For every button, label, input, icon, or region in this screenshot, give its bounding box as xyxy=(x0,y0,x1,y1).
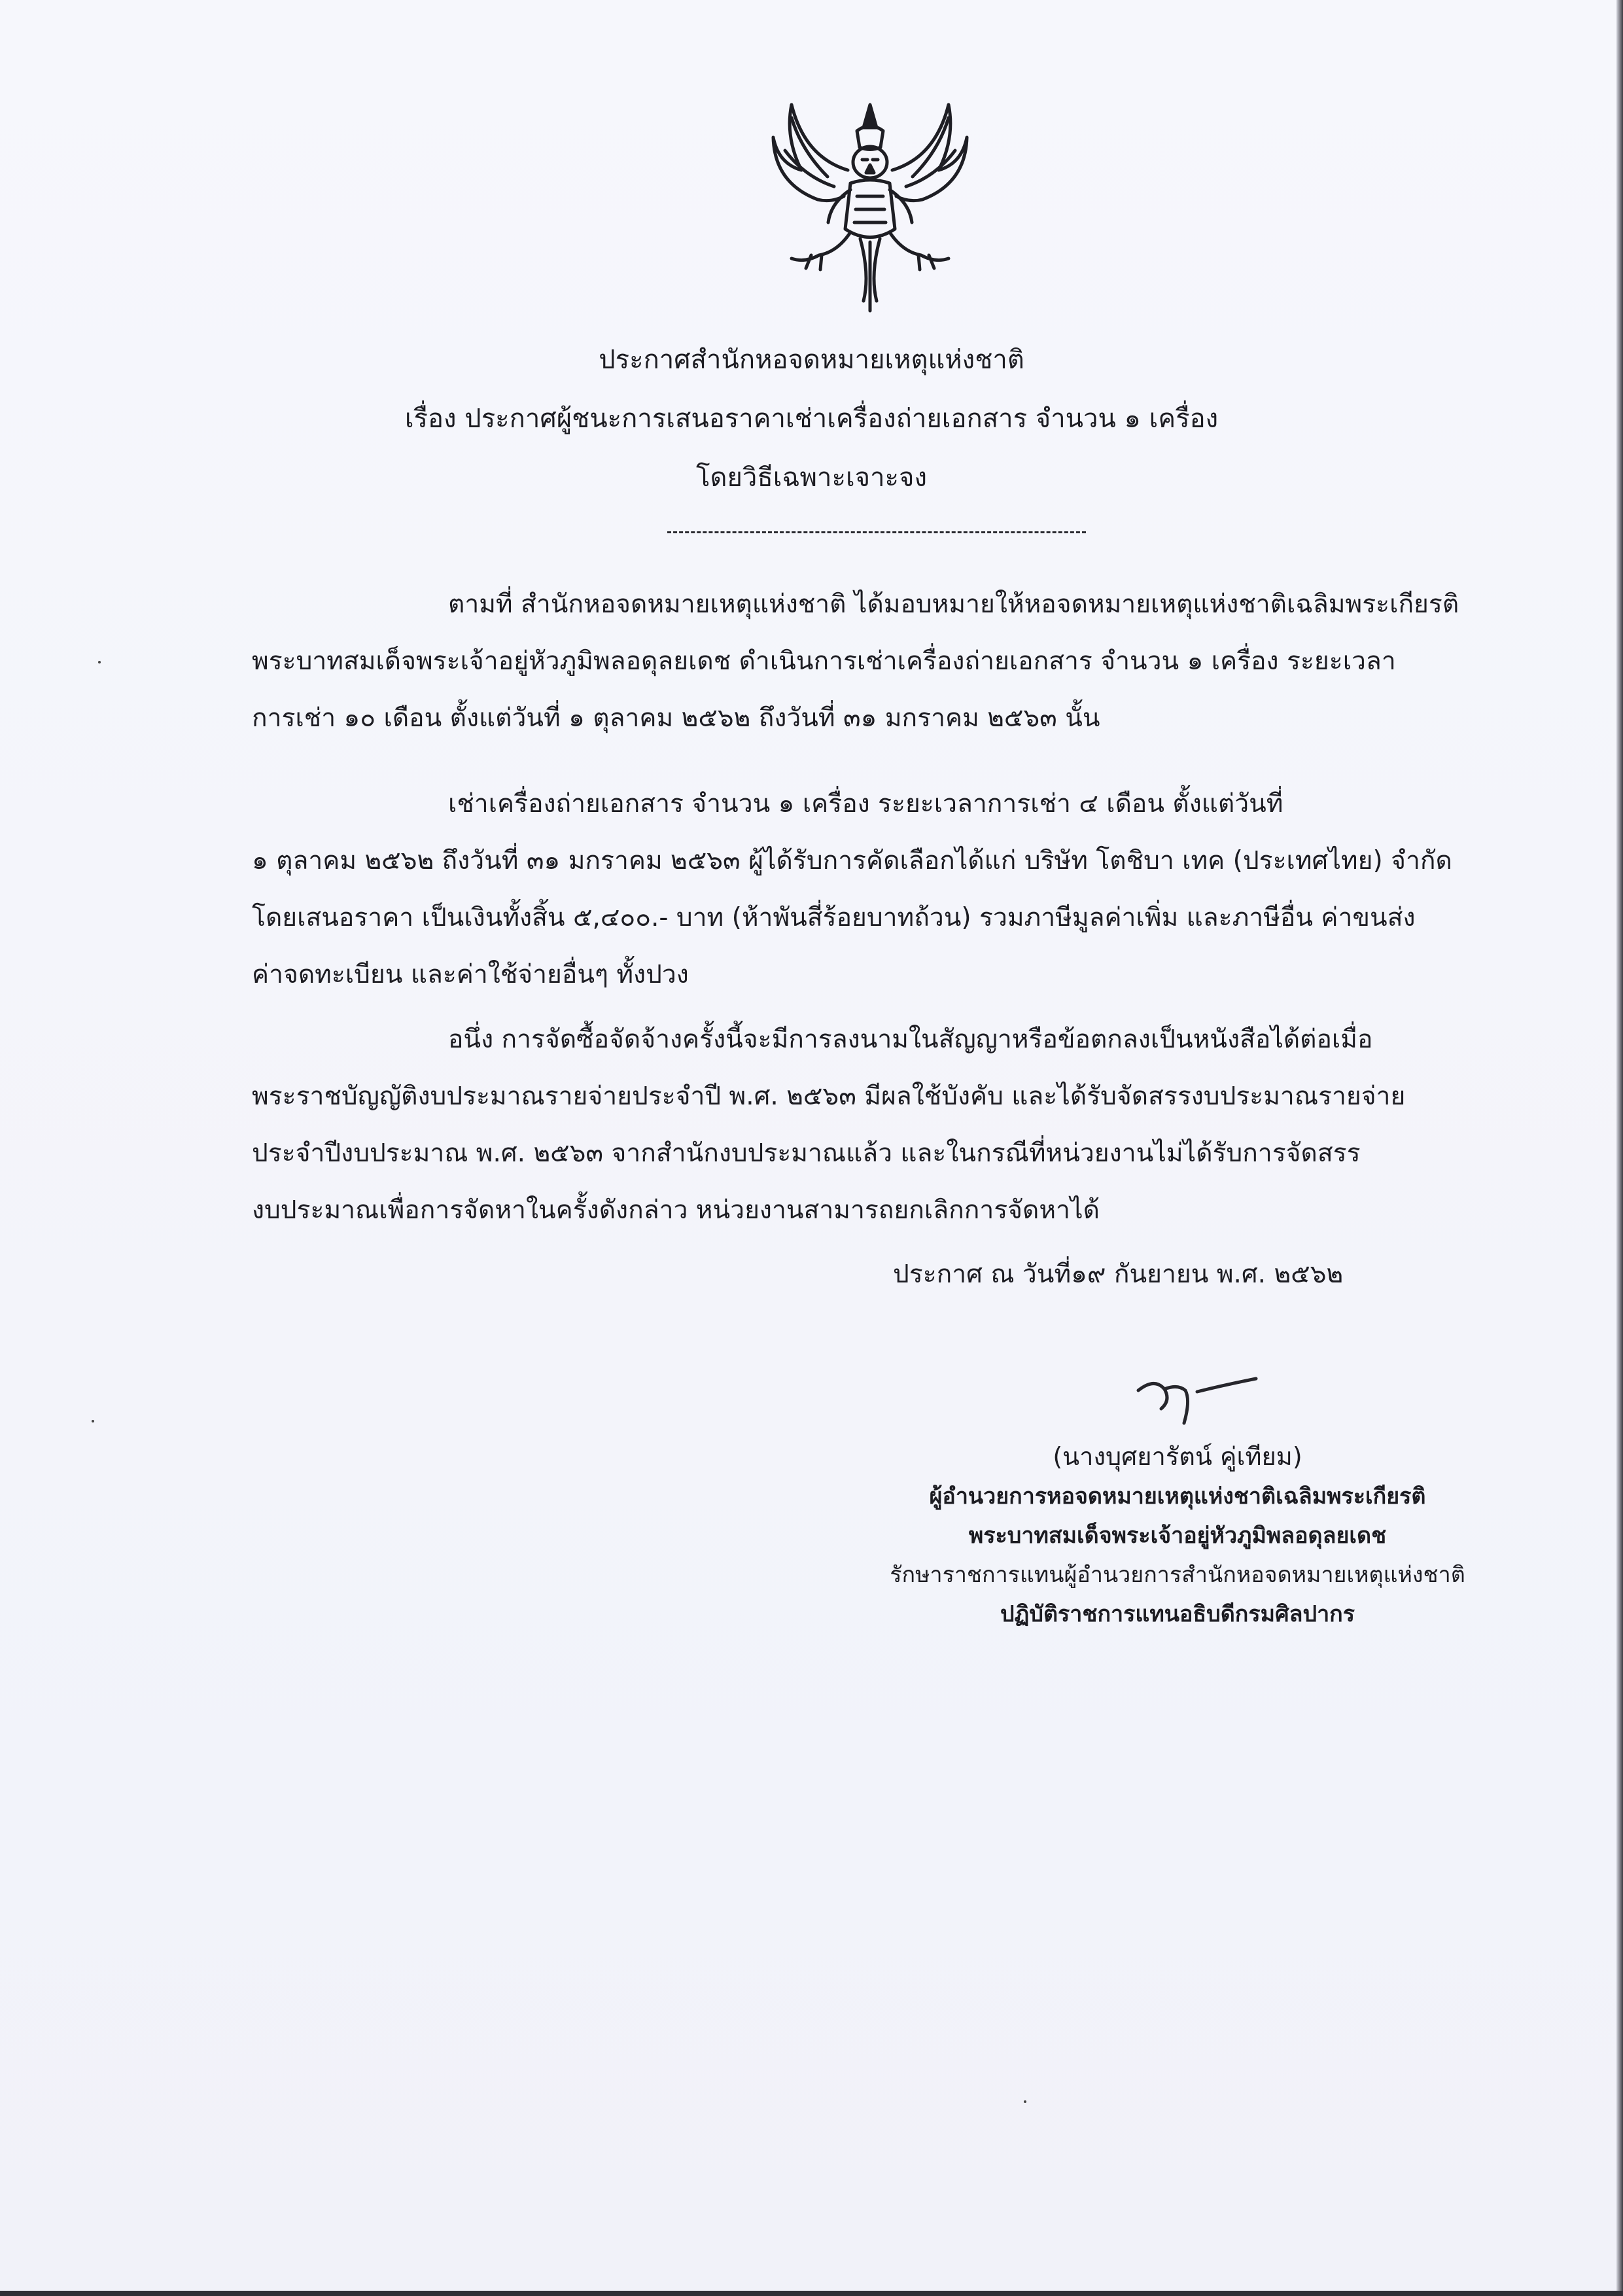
heading-divider xyxy=(667,531,1086,533)
paragraph-2 xyxy=(252,775,1482,1003)
paragraph-2-line-2: ๑ ตุลาคม ๒๕๖๒ ถึงวันที่ ๓๑ มกราคม ๒๕๖๓ ผู้ได้รับการคัดเลือกได้แก่ บริษัท โตชิบา เทค (ประเทศไทย) จำกัด xyxy=(252,846,1452,875)
signatory-title-line-1: ผู้อำนวยการหอจดหมายเหตุแห่งชาติเฉลิมพระเกียรติ xyxy=(929,1483,1426,1510)
scan-speck xyxy=(1024,2100,1026,2103)
paragraph-1-line-2: พระบาทสมเด็จพระเจ้าอยู่หัวภูมิพลอดุลยเดช ดำเนินการเช่าเครื่องถ่ายเอกสาร จำนวน ๑ เครื่อง ระยะเวลา xyxy=(252,646,1396,676)
signatory-title-line-2: พระบาทสมเด็จพระเจ้าอยู่หัวภูมิพลอดุลยเดช xyxy=(968,1523,1387,1549)
signature-block xyxy=(850,1436,1505,1634)
procurement-method: โดยวิธีเฉพาะเจาะจง xyxy=(695,463,928,493)
paragraph-3-line-4: งบประมาณเพื่อการจัดหาในครั้งดังกล่าว หน่วยงานสามารถยกเลิกการจัดหาได้ xyxy=(252,1195,1100,1225)
signatory-title-line-4: ปฏิบัติราชการแทนอธิบดีกรมศิลปากร xyxy=(1000,1601,1355,1627)
paragraph-3-line-3: ประจำปีงบประมาณ พ.ศ. ๒๕๖๓ จากสำนักงบประมาณแล้ว และในกรณีที่หน่วยงานไม่ได้รับการจัดสรร xyxy=(252,1139,1361,1168)
signatory-name: (นางบุศยารัตน์ คู่เทียม) xyxy=(1053,1442,1302,1471)
handwritten-signature xyxy=(1125,1371,1269,1430)
paragraph-2-line-3: โดยเสนอราคา เป็นเงินทั้งสิ้น ๕,๔๐๐.- บาท (ห้าพันสี่ร้อยบาทถ้วน) รวมภาษีมูลค่าเพิ่ม และภาษีอื่น ค่าขนส่ง xyxy=(252,903,1416,932)
paragraph-2-line-1: เช่าเครื่องถ่ายเอกสาร จำนวน ๑ เครื่อง ระยะเวลาการเช่า ๔ เดือน ตั้งแต่วันที่ xyxy=(448,789,1283,819)
scan-edge-bottom xyxy=(0,2291,1623,2296)
paragraph-3 xyxy=(252,1011,1482,1239)
subject-line: เรื่อง ประกาศผู้ชนะการเสนอราคาเช่าเครื่องถ่ายเอกสาร จำนวน ๑ เครื่อง xyxy=(404,404,1219,434)
scan-speck xyxy=(92,1420,94,1422)
announcement-date: ประกาศ ณ วันที่๑๙ กันยายน พ.ศ. ๒๕๖๒ xyxy=(893,1260,1344,1289)
paragraph-2-line-4: ค่าจดทะเบียน และค่าใช้จ่ายอื่นๆ ทั้งปวง xyxy=(252,960,689,989)
garuda-emblem-icon xyxy=(765,92,975,314)
scan-speck xyxy=(98,661,101,663)
scan-edge-right xyxy=(1616,0,1623,2296)
signatory-title-line-3: รักษาราชการแทนผู้อำนวยการสำนักหอจดหมายเหตุแห่งชาติ xyxy=(890,1562,1465,1588)
paragraph-1-line-3: การเช่า ๑๐ เดือน ตั้งแต่วันที่ ๑ ตุลาคม ๒๕๖๒ ถึงวันที่ ๓๑ มกราคม ๒๕๖๓ นั้น xyxy=(252,703,1100,733)
paragraph-3-line-1: อนึ่ง การจัดซื้อจัดจ้างครั้งนี้จะมีการลงนามในสัญญาหรือข้อตกลงเป็นหนังสือได้ต่อเมื่อ xyxy=(448,1025,1373,1054)
paragraph-1-line-1: ตามที่ สำนักหอจดหมายเหตุแห่งชาติ ได้มอบหมายให้หอจดหมายเหตุแห่งชาติเฉลิมพระเกียรติ xyxy=(448,590,1459,619)
paragraph-1 xyxy=(252,576,1482,747)
page-title: ประกาศสำนักหอจดหมายเหตุแห่งชาติ xyxy=(599,345,1024,375)
paragraph-3-line-2: พระราชบัญญัติงบประมาณรายจ่ายประจำปี พ.ศ. ๒๕๖๓ มีผลใช้บังคับ และได้รับจัดสรรงบประมาณรายจ่าย xyxy=(252,1082,1406,1111)
